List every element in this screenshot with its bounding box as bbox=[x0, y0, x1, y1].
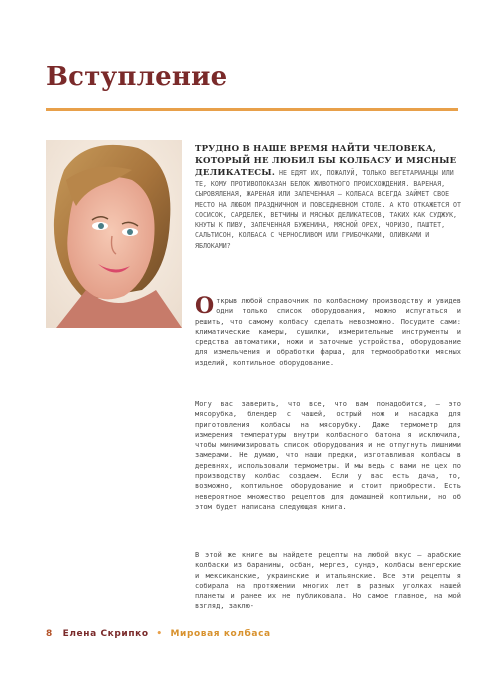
drop-cap: О bbox=[195, 293, 215, 319]
body-paragraph-3: В этой же книге вы найдете рецепты на любой вкус – арабские колбаски из баранины, осбан, мергез, сундэ, колбасы венгерские и мексиканские, украинские и итальянские. Все эти рецепты я собирала на протяжении многих лет в разных уголках нашей планеты и ранее их не публиковала. Но самое главное, на мой взгляд, заклю- bbox=[195, 551, 461, 611]
intro-paragraph bbox=[195, 143, 461, 251]
footer-separator: • bbox=[156, 629, 163, 639]
title-underline bbox=[46, 108, 458, 111]
page-footer bbox=[46, 629, 271, 639]
page-title: Вступление bbox=[46, 62, 228, 92]
body-paragraph-1 bbox=[195, 293, 461, 368]
author-photo bbox=[46, 140, 182, 328]
footer-author: Елена Скрипко bbox=[62, 629, 149, 639]
intro-lead: ТРУДНО В НАШЕ ВРЕМЯ НАЙТИ ЧЕЛОВЕКА, КОТОРЫЙ НЕ ЛЮБИЛ БЫ КОЛБАСУ И МЯСНЫЕ ДЕЛИКАТЕСЫ. bbox=[195, 144, 457, 178]
footer-book-title: Мировая колбаса bbox=[170, 629, 271, 639]
intro-text: НЕ ЕДЯТ ИХ, ПОЖАЛУЙ, ТОЛЬКО ВЕГЕТАРИАНЦЫ ИЛИ ТЕ, КОМУ ПРОТИВОПОКАЗАН БЕЛОК ЖИВОТНОГО ПРОИСХОЖДЕНИЯ. ВАРЕНАЯ, СЫРОВЯЛЕНАЯ, ЖАРЕНАЯ ИЛИ ЗАПЕЧЕННАЯ – КОЛБАСА ВСЕГДА ЗАЙМЕТ СВОЕ МЕСТО НА ЛЮБОМ ПРАЗДНИЧНОМ И ПОВСЕДНЕВНОМ СТОЛЕ. А КТО ОТКАЖЕТСЯ ОТ СОСИСОК, САРДЕЛЕК, ВЕТЧИНЫ И МЯСНЫХ ДЕЛИКАТЕСОВ, ТАКИХ КАК СУДЖУК, КНУТЫ К ПИВУ, ЗАПЕЧЕННАЯ БУЖЕНИНА, МЯСНОЙ ОРЕХ, ЧОРИЗО, ПАШТЕТ, САЛЬТИСОН, КОЛБАСА С ЧЕРНОСЛИВОМ ИЛИ ГРИБОЧКАМИ, ОЛИВКАМИ И ЯБЛОКАМИ? bbox=[195, 169, 461, 250]
paragraph-1-text: ткрыв любой справочник по колбасному производству и увидев одни только список оборудования, можно испугаться и решить, что самому колбасу сделать невозможно. Посудите сами: климатические камеры, сушилки, измерительные инструменты и средства автоматики, ножи и заточные устройства, оборудование для измельчения и обработки фарша, для термообработки мясных изделий, коптильное оборудование. bbox=[195, 297, 461, 367]
body-paragraph-2: Могу вас заверить, что все, что вам понадобится, – это мясорубка, блендер с чашей, острый нож и насадка для приготовления колбасы на мясорубку. Даже термометр для измерения температуры внутри колбасного батона я исключила, чтобы минимизировать список оборудования и не отпугнуть лишними замерами. Не думаю, что наши предки, изготавливая колбасы в деревнях, использовали термометры. И мы ведь с вами не цех по производству колбас создаем. Если у вас есть дача, то, возможно, коптильное оборудование и стоит приобрести. Есть невероятное множество рецептов для домашней коптильни, но об этом будет написана следующая книга. bbox=[195, 400, 461, 511]
page-number: 8 bbox=[46, 629, 53, 639]
